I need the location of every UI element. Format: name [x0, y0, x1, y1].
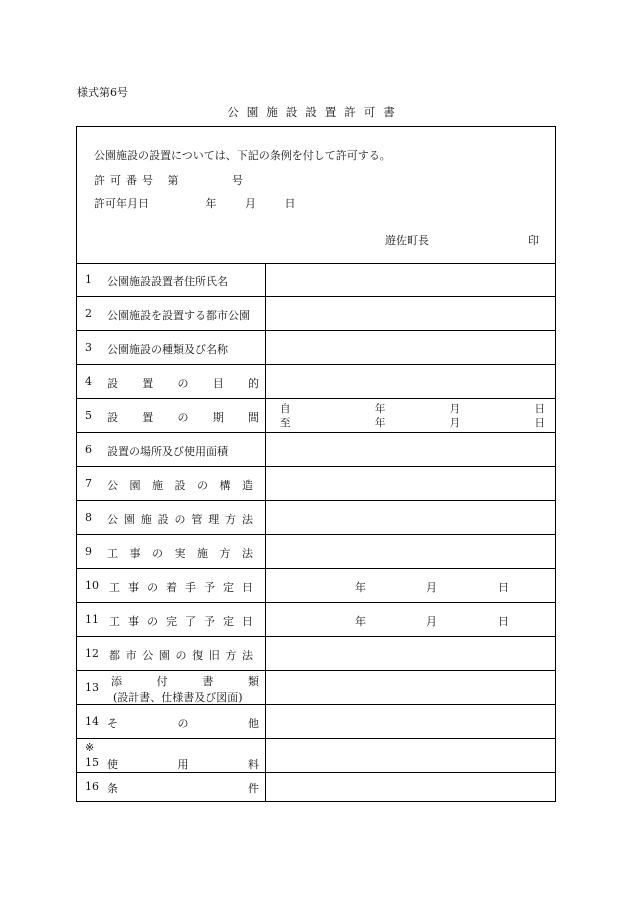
row-label: [107, 545, 253, 561]
label-char: 目: [212, 377, 224, 390]
row-number: 11: [85, 613, 99, 626]
row-number: 14: [85, 715, 99, 728]
form-row: [77, 365, 555, 399]
row-number: 10: [85, 579, 99, 592]
label-char: の: [177, 411, 189, 424]
row-number: 9: [85, 545, 92, 558]
form-header: [77, 127, 555, 264]
issuer-name: 遊佐町長: [385, 234, 429, 247]
label-char: 施: [140, 513, 152, 526]
row-label: 設置の場所及び使用面積: [107, 445, 228, 458]
form-number: 様式第6号: [77, 86, 128, 99]
row-value-field[interactable]: [266, 671, 555, 704]
date-month: 月: [426, 615, 437, 628]
form-row: [77, 467, 555, 501]
label-char: 公: [142, 649, 154, 662]
label-char: の: [197, 479, 208, 492]
row-number: 1: [85, 273, 92, 286]
label-char: 方: [219, 547, 231, 560]
row-value-field[interactable]: [266, 467, 555, 500]
label-char: 日: [242, 581, 253, 594]
label-char: 了: [185, 615, 196, 628]
form-row: [77, 399, 555, 433]
date-value-field[interactable]: [266, 569, 555, 602]
label-char: そ: [107, 717, 118, 730]
row-number: 4: [85, 375, 92, 388]
label-char: 方: [225, 649, 237, 662]
label-char: 件: [248, 782, 259, 795]
period-year: 年: [374, 417, 386, 429]
label-char: 工: [109, 581, 120, 594]
row-value-field[interactable]: [266, 637, 555, 670]
label-char: の: [147, 581, 158, 594]
label-char: 方: [225, 513, 237, 526]
row-label: [107, 780, 259, 796]
label-char: の: [147, 615, 158, 628]
label-char: 使: [107, 758, 118, 771]
row-value-field[interactable]: [266, 705, 555, 738]
label-char: 実: [174, 547, 186, 560]
form-row: [77, 331, 555, 365]
row-value-field[interactable]: [266, 773, 555, 801]
label-char: 設: [174, 479, 186, 492]
row-number: 16: [85, 780, 99, 793]
label-char: 設: [107, 377, 118, 390]
date-day: 日: [498, 615, 509, 628]
row-number: 8: [85, 511, 92, 524]
row-value-field[interactable]: [266, 365, 555, 398]
row-number: 12: [85, 647, 99, 660]
row-number: 6: [85, 443, 92, 456]
permit-date-line: [94, 195, 296, 211]
period-to: 至: [280, 417, 291, 429]
label-char: 園: [123, 513, 135, 526]
row-number: 5: [85, 409, 92, 422]
row-value-field[interactable]: [266, 331, 555, 364]
form-row: [77, 501, 555, 535]
permit-number-dai: 第: [167, 174, 179, 187]
document-title: 公園施設設置許可書: [227, 105, 403, 119]
label-char: 予: [204, 615, 215, 628]
form-row: [77, 297, 555, 331]
label-char: 理: [208, 513, 220, 526]
form-row: [77, 433, 555, 467]
label-char: の: [175, 649, 187, 662]
label-char: 期: [212, 411, 224, 424]
label-char: の: [177, 717, 189, 730]
permit-number-line: [94, 172, 243, 188]
label-char: 施: [197, 547, 208, 560]
form-row: [77, 739, 555, 773]
label-char: 市: [125, 649, 137, 662]
permit-date-year: 年: [205, 197, 217, 210]
label-char: の: [152, 547, 163, 560]
label-char: 工: [107, 547, 118, 560]
label-char: 法: [242, 649, 253, 662]
row-label: [109, 579, 253, 595]
label-char: 造: [242, 479, 253, 492]
row-label: [107, 715, 259, 731]
label-char: 付: [156, 675, 168, 688]
label-char: 着: [166, 581, 177, 594]
row-value-field[interactable]: [266, 535, 555, 568]
label-char: 定: [223, 581, 234, 594]
period-month: 月: [449, 403, 461, 415]
period-day: 日: [534, 417, 545, 429]
label-char: 定: [223, 615, 234, 628]
date-year: 年: [355, 581, 366, 594]
label-char: 完: [166, 615, 177, 628]
period-month: 月: [449, 417, 461, 429]
row-label: 公園施設を設置する都市公園: [107, 309, 250, 322]
label-char: 日: [242, 615, 253, 628]
row-label: [109, 613, 253, 629]
label-char: 間: [248, 411, 259, 424]
form-row: [77, 603, 555, 637]
permit-number-label: 許可番号: [94, 174, 158, 187]
row-label: 公園施設設置者住所氏名: [107, 275, 228, 288]
form-row: [77, 535, 555, 569]
label-char: 法: [242, 547, 253, 560]
permit-date-label: 許可年月日: [94, 197, 149, 210]
label-char: 置: [142, 411, 154, 424]
row-label: [107, 756, 259, 772]
period-day: 日: [534, 403, 545, 415]
label-char: 工: [109, 615, 120, 628]
row-value-field[interactable]: [266, 297, 555, 330]
row-number: 3: [85, 341, 92, 354]
row-number: 13: [85, 681, 99, 694]
permit-form: [76, 126, 556, 802]
row-value-field[interactable]: [266, 263, 555, 296]
label-char: 旧: [208, 649, 220, 662]
row-label: [107, 375, 259, 391]
form-row: [77, 671, 555, 705]
permit-statement: 公園施設の設置については、下記の条例を付して許可する。: [94, 149, 391, 162]
label-char: 類: [247, 675, 259, 688]
label-char: 都: [109, 649, 120, 662]
date-month: 月: [426, 581, 437, 594]
label-char: 構: [219, 479, 231, 492]
row-label: [107, 409, 259, 425]
label-char: の: [177, 377, 189, 390]
label-char: 事: [128, 615, 139, 628]
row-sublabel: (設計書、仕様書及び図面): [113, 691, 243, 704]
row-label: 公園施設の種類及び名称: [107, 343, 228, 356]
period-year: 年: [374, 403, 386, 415]
label-char: 法: [242, 513, 253, 526]
label-char: 設: [157, 513, 169, 526]
row-value-field[interactable]: [266, 433, 555, 466]
form-row: [77, 263, 555, 297]
label-char: 設: [107, 411, 118, 424]
date-value-field[interactable]: [266, 603, 555, 636]
label-char: 他: [248, 717, 259, 730]
date-day: 日: [498, 581, 509, 594]
period-from: 自: [280, 403, 291, 415]
row-value-field[interactable]: [266, 739, 555, 772]
permit-number-go: 号: [232, 174, 243, 187]
row-label: [111, 673, 259, 689]
row-number: 2: [85, 307, 92, 320]
label-char: 料: [248, 758, 259, 771]
label-char: 的: [248, 377, 259, 390]
period-value-field[interactable]: [266, 399, 555, 432]
form-row: [77, 637, 555, 671]
row-label: [107, 477, 253, 493]
row-label: [109, 647, 253, 663]
label-char: 施: [152, 479, 163, 492]
label-char: 公: [107, 513, 118, 526]
form-row: [77, 705, 555, 739]
label-char: 予: [204, 581, 215, 594]
form-row: [77, 569, 555, 603]
permit-date-month: 月: [245, 197, 256, 210]
row-value-field[interactable]: [266, 501, 555, 534]
label-char: 園: [129, 479, 141, 492]
row-number: 7: [85, 477, 92, 490]
row-label: [107, 511, 253, 527]
date-year: 年: [355, 615, 366, 628]
label-char: の: [174, 513, 186, 526]
label-char: 事: [128, 581, 139, 594]
label-char: 管: [191, 513, 203, 526]
seal-mark: 印: [528, 234, 539, 247]
label-char: 添: [111, 675, 122, 688]
permit-date-day: 日: [284, 197, 296, 210]
label-char: 事: [129, 547, 141, 560]
label-char: 公: [107, 479, 118, 492]
reference-mark: ※: [85, 741, 95, 754]
form-row: [77, 773, 555, 801]
label-char: 条: [107, 782, 118, 795]
label-char: 置: [142, 377, 154, 390]
label-char: 復: [192, 649, 204, 662]
label-char: 園: [158, 649, 170, 662]
label-char: 書: [202, 675, 214, 688]
label-char: 用: [177, 758, 189, 771]
label-char: 手: [185, 581, 196, 594]
row-number: 15: [85, 756, 99, 769]
